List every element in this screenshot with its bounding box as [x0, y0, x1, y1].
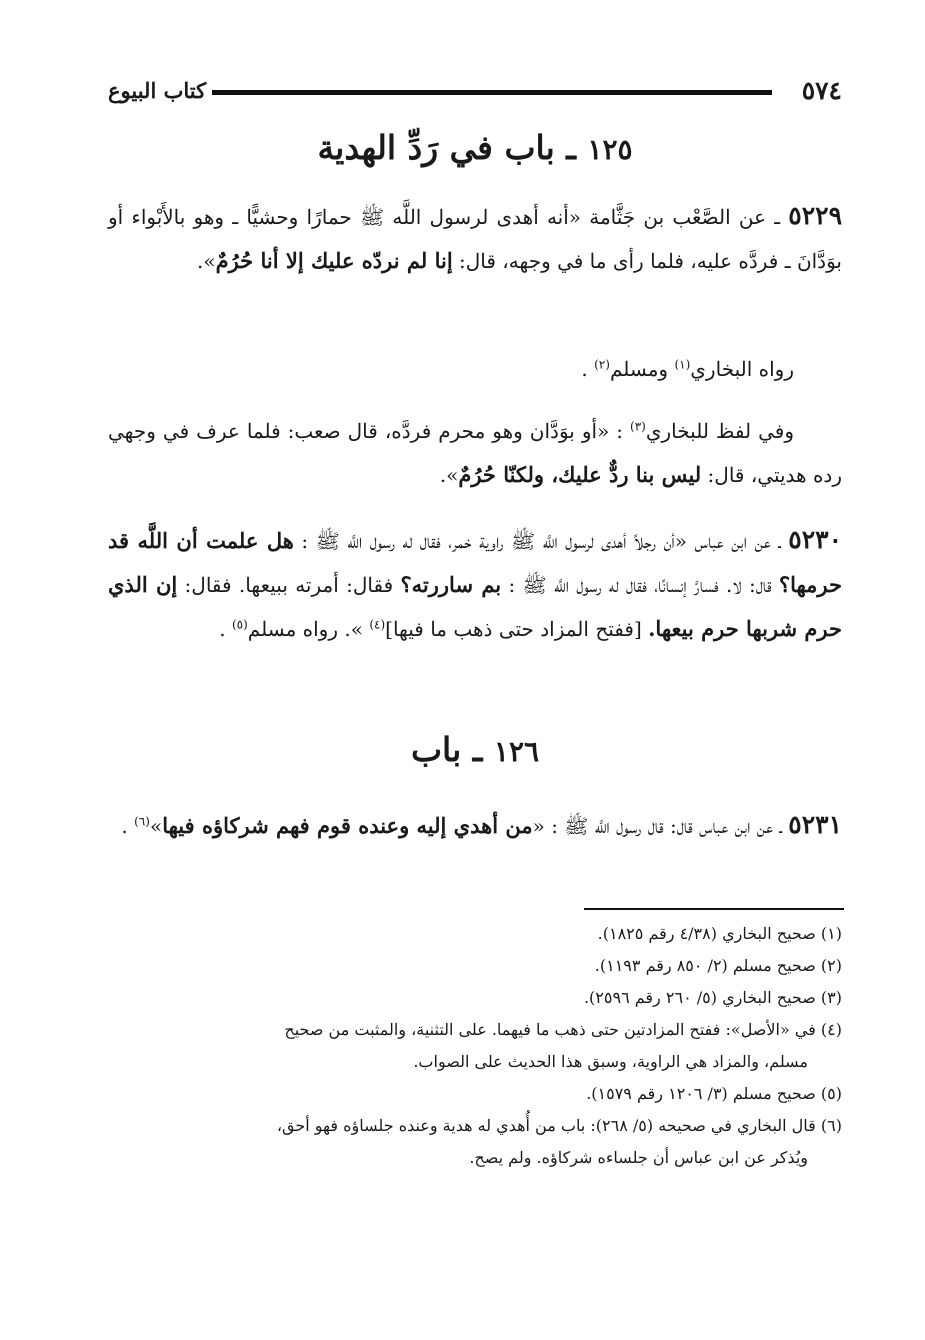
- prophet-saying: من أهدي إليه وعنده قوم فهم شركاؤه فيها: [162, 813, 533, 838]
- footnote-ref-6: (٦): [134, 814, 150, 829]
- footnote-rule: [584, 908, 844, 910]
- chapter-title: باب في رَدِّ الهدية: [317, 128, 555, 167]
- chapter-dash: ـ: [554, 128, 588, 167]
- chapter-heading-126: [108, 730, 842, 769]
- hadith-number: ٥٢٢٩: [788, 201, 842, 230]
- prophet-saying-2: بم ساررته؟: [400, 572, 502, 597]
- hadith-text-4: [ففتح المزاد حتى ذهب ما فيها]: [385, 617, 649, 641]
- source-bukhari: رواه البخاري: [690, 357, 794, 381]
- hadith-5229-source: [108, 348, 842, 391]
- source-end: .: [581, 357, 595, 381]
- prophet-saying-1: هل علمت أن اللَّه قد حرمها؟: [108, 528, 842, 597]
- chapter-title: باب: [410, 730, 462, 769]
- footnote-2: (٢) صحيح مسلم (٢/ ٨٥٠ رقم ١١٩٣).: [594, 956, 842, 975]
- hadith-5230: [108, 518, 842, 651]
- hadith-text-2: قال: لا. فسارَّ إنسانًا، فقال له رسول اللَّه ﷺ :: [501, 573, 779, 597]
- header-rule: [212, 90, 772, 95]
- variant-end: ».: [439, 463, 459, 487]
- hadith-source: ». رواه مسلم: [247, 617, 370, 641]
- footnote-3: (٣) صحيح البخاري (٥/ ٢٦٠ رقم ٢٥٩٦).: [583, 988, 842, 1007]
- variant-intro: وفي لفظ للبخاري: [645, 419, 794, 443]
- footnotes: [108, 918, 842, 1174]
- prophet-saying-3: إن الذي حرم شربها حرم بيعها.: [108, 572, 842, 641]
- variant-saying: ليس بنا ردٌّ عليك، ولكنّا حُرُمٌ: [458, 462, 702, 487]
- footnote-ref-2: (٢): [594, 357, 610, 372]
- page-header: [108, 74, 842, 114]
- hadith-5229: [108, 194, 842, 283]
- hadith-5229-variant: [108, 410, 842, 497]
- chapter-number: ١٢٥: [587, 133, 633, 166]
- page-number: ٥٧٤: [801, 76, 842, 105]
- footnote-5: (٥) صحيح مسلم (٣/ ١٢٠٦ رقم ١٥٧٩).: [586, 1084, 842, 1103]
- footnote-ref-5: (٥): [231, 617, 248, 632]
- footnote-4-continued: مسلم، والمزاد هي الراوية، وسبق هذا الحديث على الصواب.: [413, 1052, 808, 1071]
- chapter-dash: ـ: [461, 730, 494, 769]
- hadith-5231: [108, 803, 842, 848]
- footnote-6-continued: ويُذكر عن ابن عباس أن جلساءه شركاؤه. ولم يصح.: [469, 1148, 808, 1167]
- footnote-4: (٤) في «الأصل»: ففتح المزادتين حتى ذهب ما فيهما. على التثنية، والمثبت من صحيح: [284, 1020, 842, 1039]
- hadith-close-quote: »: [149, 814, 163, 838]
- footnote-ref-1: (١): [674, 357, 691, 372]
- hadith-text: ـ عن ابن عباس قال: قال رسول اللَّه ﷺ : «: [532, 814, 789, 838]
- footnote-ref-4: (٤): [369, 617, 386, 632]
- source-muslim: ومسلم: [609, 357, 675, 381]
- hadith-text-end: ».: [196, 249, 216, 273]
- hadith-number: ٥٢٣٠: [788, 525, 843, 554]
- footnote-1: (١) صحيح البخاري (٤/٣٨ رقم ١٨٢٥).: [597, 924, 842, 943]
- prophet-saying: إنا لم نردّه عليك إلا أنا حُرُمٌ: [215, 248, 453, 273]
- hadith-text: ـ عن ابن عباس «أن رجلاً أهدى لرسول اللَّه ﷺ راوية خمر، فقال له رسول اللَّه ﷺ :: [293, 529, 789, 553]
- chapter-heading-125: [108, 128, 842, 167]
- hadith-end: .: [219, 617, 232, 641]
- hadith-number: ٥٢٣١: [788, 810, 842, 839]
- footnote-ref-3: (٣): [630, 419, 646, 434]
- hadith-text: ـ عن الصَّعْب بن جَثَّامة «أنه أهدى لرسول اللَّه ﷺ حمارًا وحشيًّا ـ وهو بالأَبْواء أو بوَدَّانَ ـ فردَّه عليه، فلما رأى ما في وجهه، قال:: [108, 205, 842, 273]
- chapter-number: ١٢٦: [493, 735, 540, 768]
- variant-text: : «أو بوَدَّان وهو محرم فردَّه، قال صعب: فلما عرف في وجهي رده هديتي، قال:: [108, 419, 842, 487]
- footnote-6: (٦) قال البخاري في صحيحه (٥/ ٢٦٨): باب من أُهدي له هدية وعنده جلساؤه فهو أحق،: [276, 1116, 842, 1135]
- hadith-end: .: [121, 814, 135, 838]
- book-title: كتاب البيوع: [108, 78, 207, 103]
- hadith-text-3: فقال: أمرته ببيعها. فقال:: [177, 573, 401, 597]
